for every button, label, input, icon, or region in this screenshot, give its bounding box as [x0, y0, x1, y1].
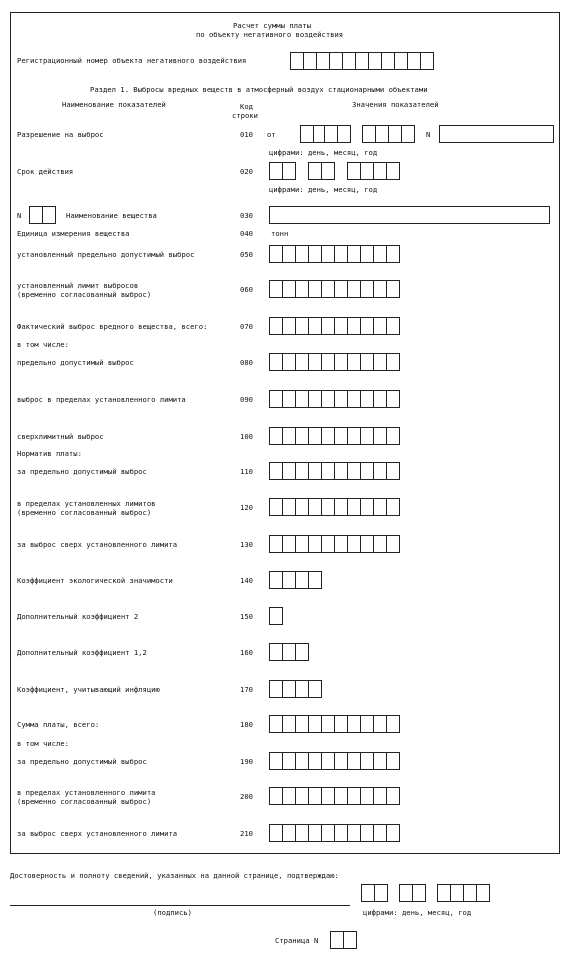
row-label: Коэффициент экологической значимости	[17, 576, 173, 585]
row-code: 180	[240, 720, 253, 729]
input-cell[interactable]	[329, 52, 343, 70]
row-label: за предельно допустимый выброс	[17, 757, 147, 766]
input-cell[interactable]	[295, 643, 309, 661]
row-label: Дополнительный коэффициент 1,2	[17, 648, 147, 657]
input-cell[interactable]	[334, 752, 348, 770]
input-cell[interactable]	[282, 715, 296, 733]
input-cell[interactable]	[334, 427, 348, 445]
input-cell[interactable]	[373, 390, 387, 408]
input-cell[interactable]	[334, 353, 348, 371]
input-cell[interactable]	[269, 280, 283, 298]
input-cell[interactable]	[334, 245, 348, 263]
row-code: 160	[240, 648, 253, 657]
page-number-label: Страница N	[275, 936, 319, 945]
input-cell[interactable]	[347, 317, 361, 335]
col-code-header-2: строки	[232, 111, 258, 120]
input-cell[interactable]	[373, 787, 387, 805]
row-code: 100	[240, 432, 253, 441]
input-cell[interactable]	[437, 884, 451, 902]
row-label: в пределах установленных лимитов	[17, 499, 156, 508]
input-cell[interactable]	[295, 245, 309, 263]
input-cell[interactable]	[373, 280, 387, 298]
permission-number-label: N	[426, 130, 431, 139]
row-value-cells[interactable]	[269, 427, 399, 445]
col-name-header: Наименование показателей	[62, 100, 166, 109]
row-label: за выброс сверх установленного лимита	[17, 829, 178, 838]
signature-caption: (подпись)	[153, 908, 192, 917]
input-cell[interactable]	[269, 824, 283, 842]
row-label-sub: (временно согласованный выброс)	[17, 508, 152, 517]
input-cell[interactable]	[334, 390, 348, 408]
input-cell[interactable]	[295, 535, 309, 553]
input-cell[interactable]	[386, 715, 400, 733]
input-cell[interactable]	[360, 353, 374, 371]
input-cell[interactable]	[360, 280, 374, 298]
row-value-cells[interactable]	[269, 824, 399, 842]
input-cell[interactable]	[282, 245, 296, 263]
input-cell[interactable]	[386, 245, 400, 263]
term-date-caption: цифрами: день, месяц, год	[269, 185, 378, 194]
input-cell[interactable]	[295, 462, 309, 480]
row-label: Коэффициент, учитывающий инфляцию	[17, 685, 160, 694]
substance-name-field[interactable]	[269, 206, 550, 224]
unit-label: Единица измерения вещества	[17, 229, 130, 238]
input-cell[interactable]	[321, 715, 335, 733]
input-cell[interactable]	[388, 125, 402, 143]
input-cell[interactable]	[282, 353, 296, 371]
row-code: 140	[240, 576, 253, 585]
input-cell[interactable]	[269, 643, 283, 661]
input-cell[interactable]	[269, 317, 283, 335]
input-cell[interactable]	[295, 317, 309, 335]
input-cell[interactable]	[300, 125, 314, 143]
input-cell[interactable]	[386, 280, 400, 298]
input-cell[interactable]	[330, 931, 344, 949]
unit-value: тонн	[271, 229, 289, 238]
row-code: 210	[240, 829, 253, 838]
input-cell[interactable]	[386, 787, 400, 805]
input-cell[interactable]	[386, 535, 400, 553]
row-value-cells[interactable]	[269, 680, 321, 698]
input-cell[interactable]	[308, 571, 322, 589]
input-cell[interactable]	[347, 498, 361, 516]
input-cell[interactable]	[347, 162, 361, 180]
input-cell[interactable]	[347, 752, 361, 770]
input-cell[interactable]	[360, 498, 374, 516]
input-cell[interactable]	[334, 280, 348, 298]
input-cell[interactable]	[269, 462, 283, 480]
input-cell[interactable]	[321, 787, 335, 805]
input-cell[interactable]	[269, 498, 283, 516]
input-cell[interactable]	[282, 498, 296, 516]
signature-line[interactable]	[10, 905, 350, 906]
input-cell[interactable]	[282, 280, 296, 298]
form-title-line1: Расчет суммы платы	[233, 21, 311, 30]
footer-month-cells[interactable]	[399, 884, 425, 902]
section-title: Раздел 1. Выбросы вредных веществ в атмосферный воздух стационарными объектами	[90, 85, 428, 94]
input-cell[interactable]	[394, 52, 408, 70]
row-label: установленный предельно допустимый выброс	[17, 250, 195, 259]
row-value-cells[interactable]	[269, 535, 399, 553]
confirmation-text: Достоверность и полноту сведений, указанных на данной странице, подтверждаю:	[10, 871, 339, 880]
row-label: сверхлимитный выброс	[17, 432, 104, 441]
row-label: за выброс сверх установленного лимита	[17, 540, 178, 549]
input-cell[interactable]	[373, 317, 387, 335]
row-value-cells[interactable]	[269, 245, 399, 263]
input-cell[interactable]	[321, 427, 335, 445]
input-cell[interactable]	[337, 125, 351, 143]
row-value-cells[interactable]	[269, 317, 399, 335]
input-cell[interactable]	[308, 715, 322, 733]
input-cell[interactable]	[321, 535, 335, 553]
permission-date-caption: цифрами: день, месяц, год	[269, 148, 378, 157]
input-cell[interactable]	[308, 787, 322, 805]
term-day-cells[interactable]	[269, 162, 295, 180]
substance-name-label: Наименование вещества	[66, 211, 157, 220]
input-cell[interactable]	[347, 535, 361, 553]
input-cell[interactable]	[334, 462, 348, 480]
input-cell[interactable]	[360, 162, 374, 180]
input-cell[interactable]	[308, 280, 322, 298]
input-cell[interactable]	[420, 52, 434, 70]
row-label: Сумма платы, всего:	[17, 720, 100, 729]
substance-code: 030	[240, 211, 253, 220]
col-code-header: Код	[240, 102, 253, 111]
input-cell[interactable]	[269, 245, 283, 263]
permission-month-cells[interactable]	[324, 125, 350, 143]
input-cell[interactable]	[295, 390, 309, 408]
input-cell[interactable]	[386, 390, 400, 408]
input-cell[interactable]	[269, 752, 283, 770]
input-cell[interactable]	[282, 427, 296, 445]
input-cell[interactable]	[347, 427, 361, 445]
input-cell[interactable]	[308, 317, 322, 335]
row-code: 080	[240, 358, 253, 367]
input-cell[interactable]	[373, 245, 387, 263]
input-cell[interactable]	[295, 787, 309, 805]
input-cell[interactable]	[360, 245, 374, 263]
input-cell[interactable]	[42, 206, 56, 224]
input-cell[interactable]	[269, 390, 283, 408]
substance-number-cells[interactable]	[29, 206, 55, 224]
row-label: за предельно допустимый выброс	[17, 467, 147, 476]
input-cell[interactable]	[360, 787, 374, 805]
row-value-cells[interactable]	[269, 571, 321, 589]
page-number-cells[interactable]	[330, 931, 356, 949]
input-cell[interactable]	[269, 571, 283, 589]
input-cell[interactable]	[321, 353, 335, 371]
input-cell[interactable]	[347, 715, 361, 733]
row-code: 110	[240, 467, 253, 476]
row-value-cells[interactable]	[269, 715, 399, 733]
footer-day-cells[interactable]	[361, 884, 387, 902]
input-cell[interactable]	[360, 824, 374, 842]
input-cell[interactable]	[463, 884, 477, 902]
row-label: Фактический выброс вредного вещества, всего:	[17, 322, 208, 331]
input-cell[interactable]	[308, 535, 322, 553]
input-cell[interactable]	[334, 715, 348, 733]
row-label: в пределах установленного лимита	[17, 788, 156, 797]
input-cell[interactable]	[373, 824, 387, 842]
row-code: 190	[240, 757, 253, 766]
input-cell[interactable]	[347, 390, 361, 408]
input-cell[interactable]	[407, 52, 421, 70]
input-cell[interactable]	[282, 643, 296, 661]
input-cell[interactable]	[269, 787, 283, 805]
input-cell[interactable]	[347, 353, 361, 371]
row-label: Норматив платы:	[17, 449, 82, 458]
input-cell[interactable]	[295, 680, 309, 698]
row-value-cells[interactable]	[269, 390, 399, 408]
input-cell[interactable]	[347, 245, 361, 263]
input-cell[interactable]	[386, 498, 400, 516]
input-cell[interactable]	[373, 462, 387, 480]
input-cell[interactable]	[373, 162, 387, 180]
input-cell[interactable]	[29, 206, 43, 224]
input-cell[interactable]	[269, 353, 283, 371]
input-cell[interactable]	[401, 125, 415, 143]
permission-label: Разрешение на выброс	[17, 130, 104, 139]
substance-n-label: N	[17, 211, 22, 220]
input-cell[interactable]	[269, 680, 283, 698]
row-label: в том числе:	[17, 739, 69, 748]
row-label: Дополнительный коэффициент 2	[17, 612, 139, 621]
input-cell[interactable]	[386, 462, 400, 480]
row-value-cells[interactable]	[269, 752, 399, 770]
registration-label: Регистрационный номер объекта негативного воздействия	[17, 56, 247, 65]
unit-code: 040	[240, 229, 253, 238]
input-cell[interactable]	[321, 752, 335, 770]
input-cell[interactable]	[412, 884, 426, 902]
row-value-cells[interactable]	[269, 643, 308, 661]
input-cell[interactable]	[334, 317, 348, 335]
input-cell[interactable]	[308, 824, 322, 842]
row-value-cells[interactable]	[269, 353, 399, 371]
term-code: 020	[240, 167, 253, 176]
row-label: выброс в пределах установленного лимита	[17, 395, 186, 404]
permission-day-cells[interactable]	[300, 125, 326, 143]
input-cell[interactable]	[381, 52, 395, 70]
input-cell[interactable]	[334, 498, 348, 516]
input-cell[interactable]	[347, 462, 361, 480]
input-cell[interactable]	[321, 162, 335, 180]
input-cell[interactable]	[308, 245, 322, 263]
input-cell[interactable]	[321, 824, 335, 842]
input-cell[interactable]	[269, 427, 283, 445]
input-cell[interactable]	[321, 462, 335, 480]
input-cell[interactable]	[360, 427, 374, 445]
input-cell[interactable]	[386, 353, 400, 371]
input-cell[interactable]	[308, 162, 322, 180]
row-code: 120	[240, 503, 253, 512]
input-cell[interactable]	[375, 125, 389, 143]
input-cell[interactable]	[269, 715, 283, 733]
input-cell[interactable]	[295, 752, 309, 770]
row-value-cells[interactable]	[269, 280, 399, 298]
row-code: 150	[240, 612, 253, 621]
row-label: в том числе:	[17, 340, 69, 349]
input-cell[interactable]	[282, 162, 296, 180]
input-cell[interactable]	[321, 245, 335, 263]
input-cell[interactable]	[269, 162, 283, 180]
row-label: предельно допустимый выброс	[17, 358, 134, 367]
input-cell[interactable]	[334, 787, 348, 805]
input-cell[interactable]	[476, 884, 490, 902]
input-cell[interactable]	[386, 317, 400, 335]
term-month-cells[interactable]	[308, 162, 334, 180]
input-cell[interactable]	[282, 462, 296, 480]
input-cell[interactable]	[360, 752, 374, 770]
term-label: Срок действия	[17, 167, 74, 176]
input-cell[interactable]	[360, 462, 374, 480]
footer-year-cells[interactable]	[437, 884, 489, 902]
input-cell[interactable]	[343, 931, 357, 949]
input-cell[interactable]	[282, 535, 296, 553]
input-cell[interactable]	[374, 884, 388, 902]
row-code: 070	[240, 322, 253, 331]
input-cell[interactable]	[282, 390, 296, 408]
input-cell[interactable]	[282, 571, 296, 589]
input-cell[interactable]	[373, 498, 387, 516]
input-cell[interactable]	[282, 824, 296, 842]
input-cell[interactable]	[347, 824, 361, 842]
input-cell[interactable]	[342, 52, 356, 70]
input-cell[interactable]	[303, 52, 317, 70]
form-title-line2: по объекту негативного воздействия	[196, 30, 344, 39]
input-cell[interactable]	[450, 884, 464, 902]
row-code: 060	[240, 285, 253, 294]
input-cell[interactable]	[347, 280, 361, 298]
input-cell[interactable]	[324, 125, 338, 143]
permission-code: 010	[240, 130, 253, 139]
input-cell[interactable]	[386, 427, 400, 445]
input-cell[interactable]	[308, 427, 322, 445]
row-code: 170	[240, 685, 253, 694]
input-cell[interactable]	[373, 752, 387, 770]
row-value-cells[interactable]	[269, 462, 399, 480]
input-cell[interactable]	[355, 52, 369, 70]
input-cell[interactable]	[295, 571, 309, 589]
input-cell[interactable]	[360, 715, 374, 733]
input-cell[interactable]	[373, 353, 387, 371]
registration-number-cells[interactable]	[290, 52, 433, 70]
row-value-cells[interactable]	[269, 607, 282, 625]
input-cell[interactable]	[282, 680, 296, 698]
input-cell[interactable]	[368, 52, 382, 70]
input-cell[interactable]	[316, 52, 330, 70]
input-cell[interactable]	[321, 498, 335, 516]
row-value-cells[interactable]	[269, 498, 399, 516]
input-cell[interactable]	[295, 280, 309, 298]
row-code: 200	[240, 792, 253, 801]
col-values-header: Значения показателей	[352, 100, 439, 109]
input-cell[interactable]	[321, 317, 335, 335]
row-code: 050	[240, 250, 253, 259]
input-cell[interactable]	[295, 427, 309, 445]
input-cell[interactable]	[308, 680, 322, 698]
input-cell[interactable]	[308, 353, 322, 371]
input-cell[interactable]	[269, 607, 283, 625]
row-label: установленный лимит выбросов	[17, 281, 139, 290]
input-cell[interactable]	[386, 752, 400, 770]
input-cell[interactable]	[282, 752, 296, 770]
input-cell[interactable]	[360, 535, 374, 553]
input-cell[interactable]	[360, 390, 374, 408]
row-value-cells[interactable]	[269, 787, 399, 805]
input-cell[interactable]	[308, 498, 322, 516]
input-cell[interactable]	[290, 52, 304, 70]
input-cell[interactable]	[334, 535, 348, 553]
input-cell[interactable]	[321, 390, 335, 408]
input-cell[interactable]	[282, 317, 296, 335]
input-cell[interactable]	[308, 752, 322, 770]
input-cell[interactable]	[373, 535, 387, 553]
input-cell[interactable]	[308, 390, 322, 408]
input-cell[interactable]	[373, 715, 387, 733]
input-cell[interactable]	[282, 787, 296, 805]
permission-number-field[interactable]	[439, 125, 554, 143]
input-cell[interactable]	[321, 280, 335, 298]
input-cell[interactable]	[295, 715, 309, 733]
input-cell[interactable]	[334, 824, 348, 842]
row-label-sub: (временно согласованный выброс)	[17, 797, 152, 806]
input-cell[interactable]	[347, 787, 361, 805]
term-year-cells[interactable]	[347, 162, 399, 180]
input-cell[interactable]	[269, 535, 283, 553]
input-cell[interactable]	[308, 462, 322, 480]
input-cell[interactable]	[362, 125, 376, 143]
input-cell[interactable]	[386, 824, 400, 842]
footer-date-caption: цифрами: день, месяц, год	[363, 908, 472, 917]
input-cell[interactable]	[361, 884, 375, 902]
row-code: 090	[240, 395, 253, 404]
input-cell[interactable]	[295, 498, 309, 516]
input-cell[interactable]	[399, 884, 413, 902]
input-cell[interactable]	[360, 317, 374, 335]
input-cell[interactable]	[373, 427, 387, 445]
input-cell[interactable]	[295, 824, 309, 842]
input-cell[interactable]	[295, 353, 309, 371]
permission-year-cells[interactable]	[362, 125, 414, 143]
row-code: 130	[240, 540, 253, 549]
permission-from: от	[267, 130, 276, 139]
row-label-sub: (временно согласованный выброс)	[17, 290, 152, 299]
input-cell[interactable]	[386, 162, 400, 180]
